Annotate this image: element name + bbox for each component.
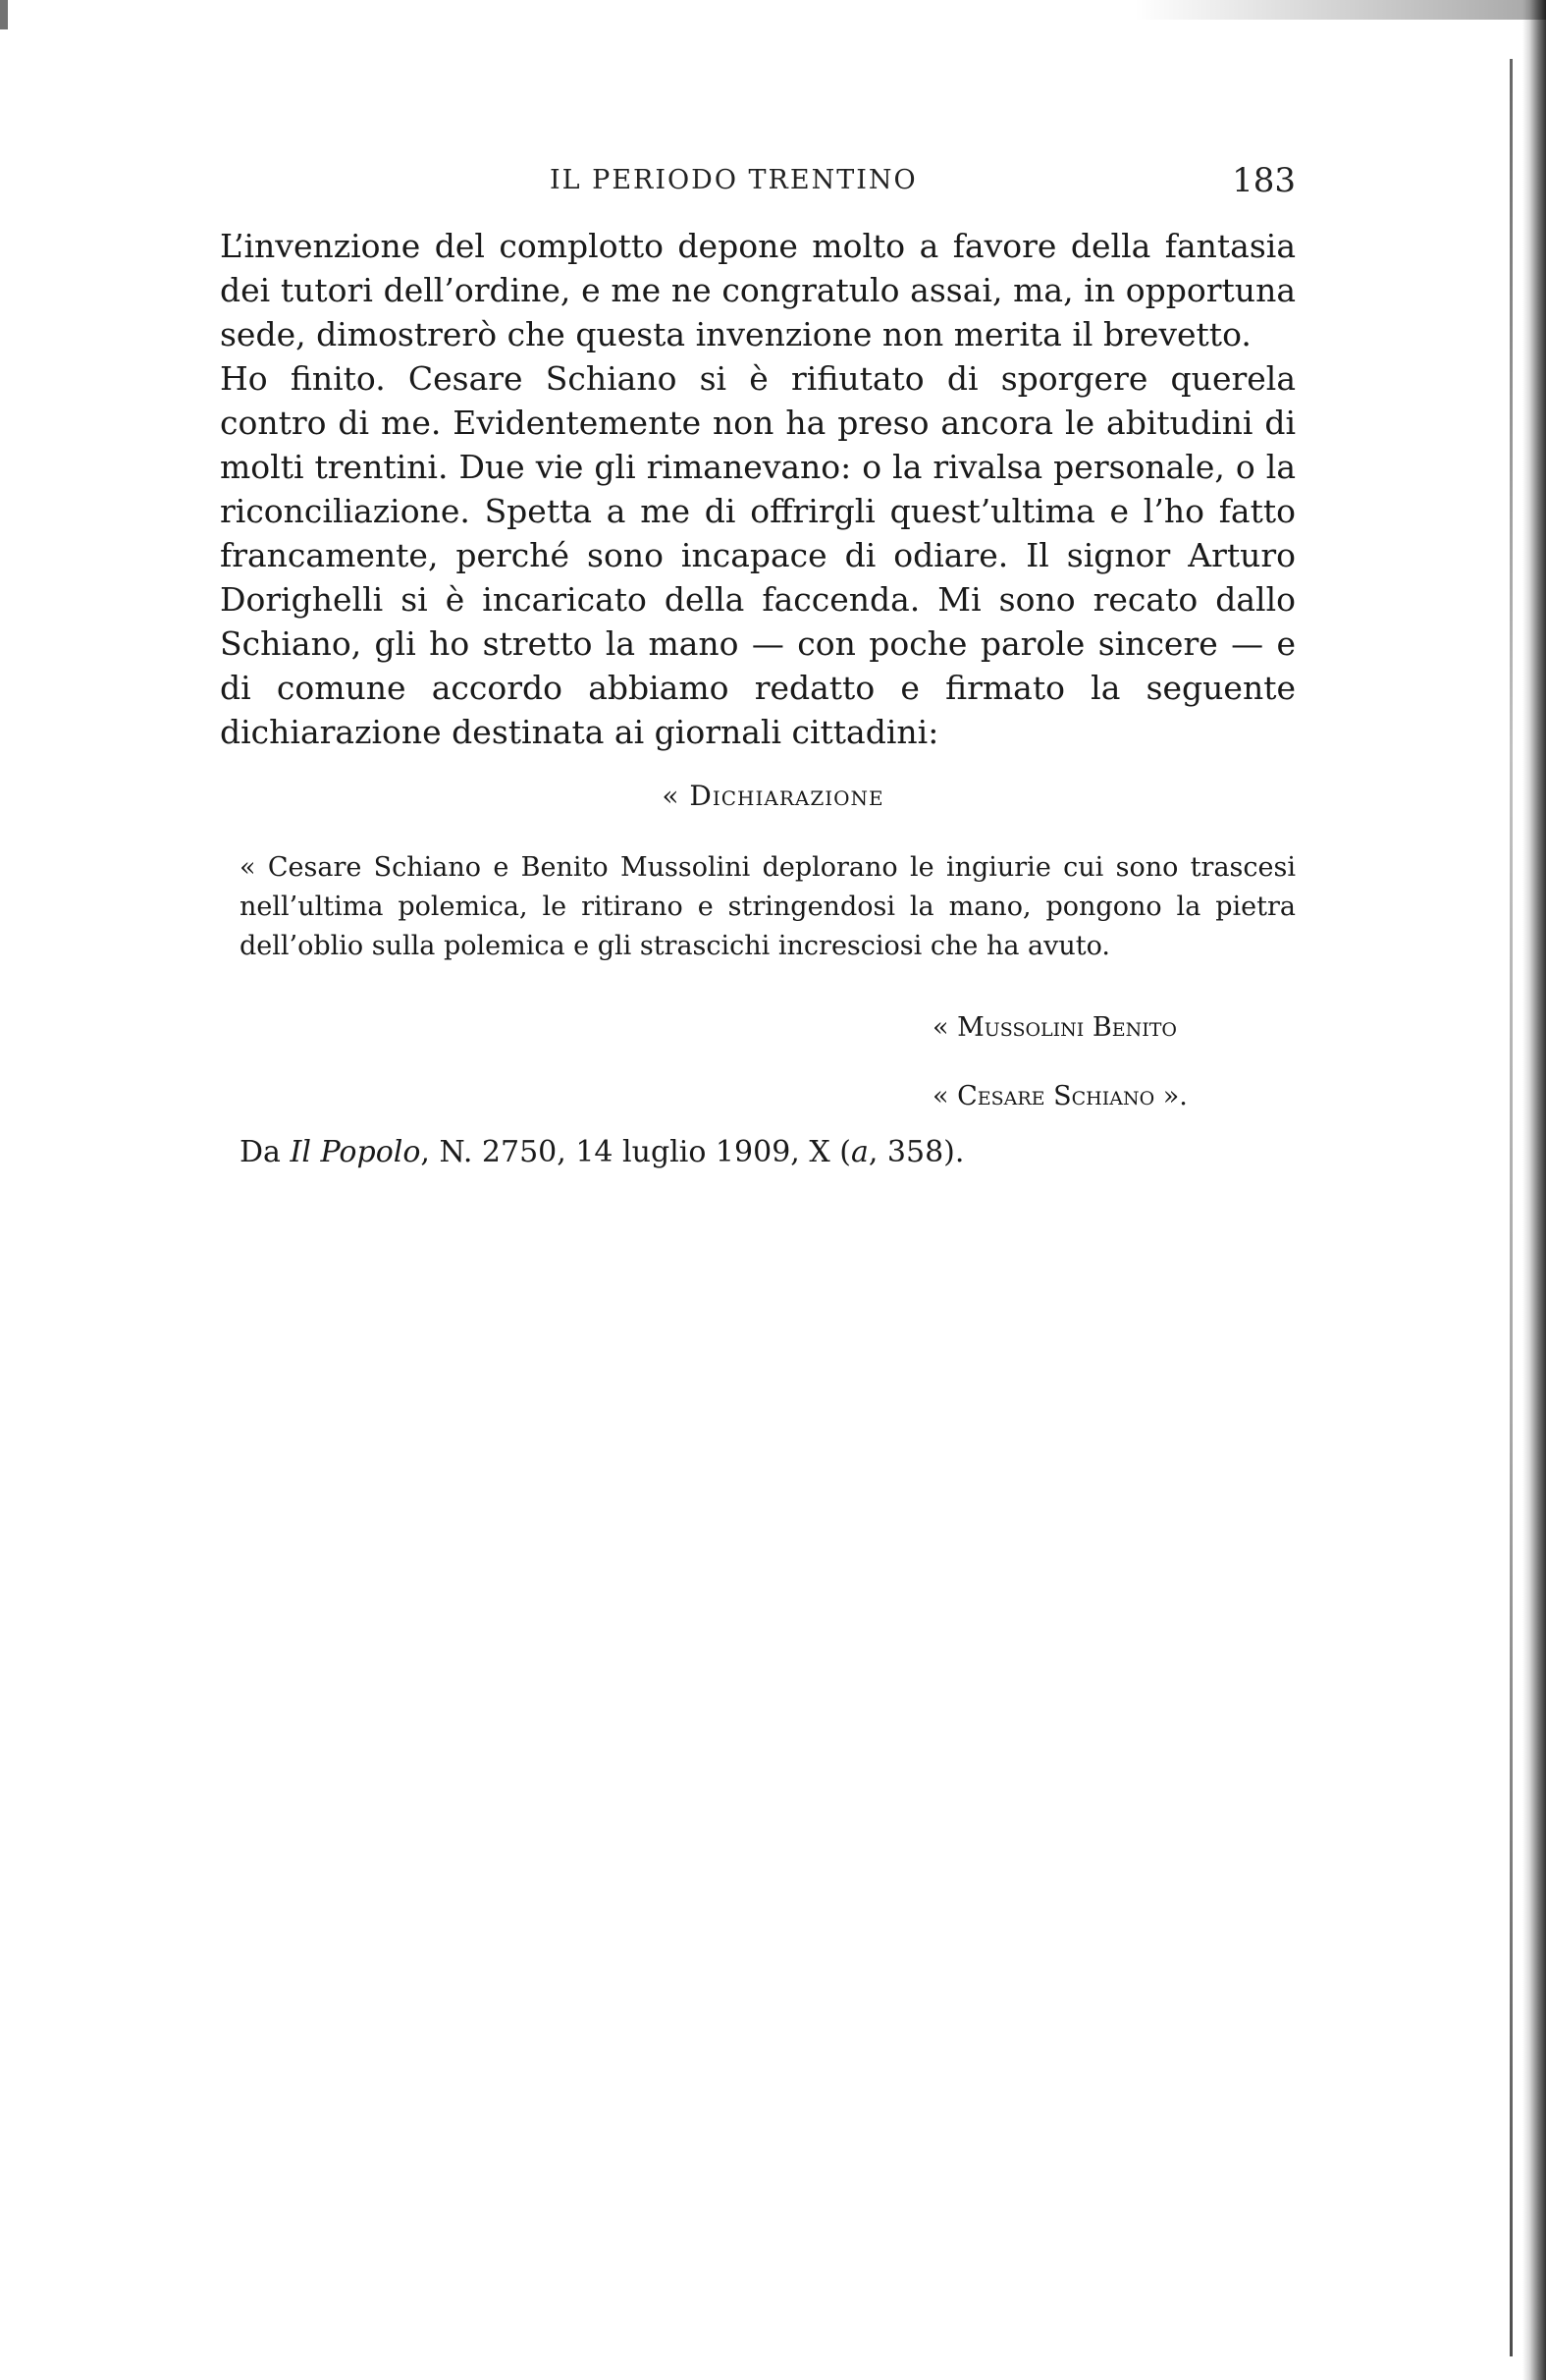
signature-block bbox=[933, 994, 1325, 1131]
source-ref-letter: a bbox=[850, 1135, 869, 1169]
scan-top-smudge bbox=[1134, 0, 1546, 20]
source-publication: Il Popolo bbox=[290, 1135, 421, 1169]
page-number: 183 bbox=[1232, 161, 1296, 200]
paragraph: Ho finito. Cesare Schiano si è rifiutato di sporgere querela contro di me. Evidentemente non ha preso ancora le abitudini di molti trentini. Due vie gli rimanevano: o la rivalsa personale, o la riconciliazione. Spetta a me di offrirgli quest’ultima e l’ho fatto francamente, perché sono incapace di odiare. Il signor Arturo Dorighelli si è incaricato della faccenda. Mi sono recato dallo Schiano, gli ho stretto la mano — con poche parole sincere — e di comune accordo abbiamo redatto e firmato la seguente dichiarazione destinata ai giornali cittadini: bbox=[220, 359, 1296, 751]
body-text bbox=[220, 224, 1296, 754]
source-details: , N. 2750, 14 luglio 1909, X ( bbox=[420, 1135, 851, 1169]
source-details-end: , 358). bbox=[868, 1135, 965, 1169]
declaration-title: « Dichiarazione bbox=[662, 780, 884, 812]
signature-schiano: « Cesare Schiano ». bbox=[933, 1081, 1188, 1111]
running-title: IL PERIODO TRENTINO bbox=[550, 165, 918, 195]
scan-binding-line bbox=[1510, 59, 1513, 2356]
scan-binding-edge bbox=[1522, 0, 1546, 2380]
source-prefix: Da bbox=[240, 1135, 291, 1169]
running-head bbox=[236, 161, 1296, 204]
scan-corner-mark bbox=[0, 0, 8, 29]
signature-mussolini: « Mussolini Benito bbox=[933, 1012, 1177, 1043]
paragraph: L’invenzione del complotto depone molto a favore della fantasia dei tutori dell’ordine, e me ne congratulo assai, ma, in opportuna sede, dimostrerò che questa invenzione non merita il brevetto. bbox=[220, 227, 1296, 353]
declaration-text: « Cesare Schiano e Benito Mussolini deplorano le ingiurie cui sono trascesi nell’ultima polemica, le ritirano e stringendosi la mano, pongono la pietra dell’oblio sulla polemica e gli strascichi incresciosi che ha avuto. bbox=[240, 852, 1296, 961]
source-citation bbox=[240, 1133, 1123, 1172]
